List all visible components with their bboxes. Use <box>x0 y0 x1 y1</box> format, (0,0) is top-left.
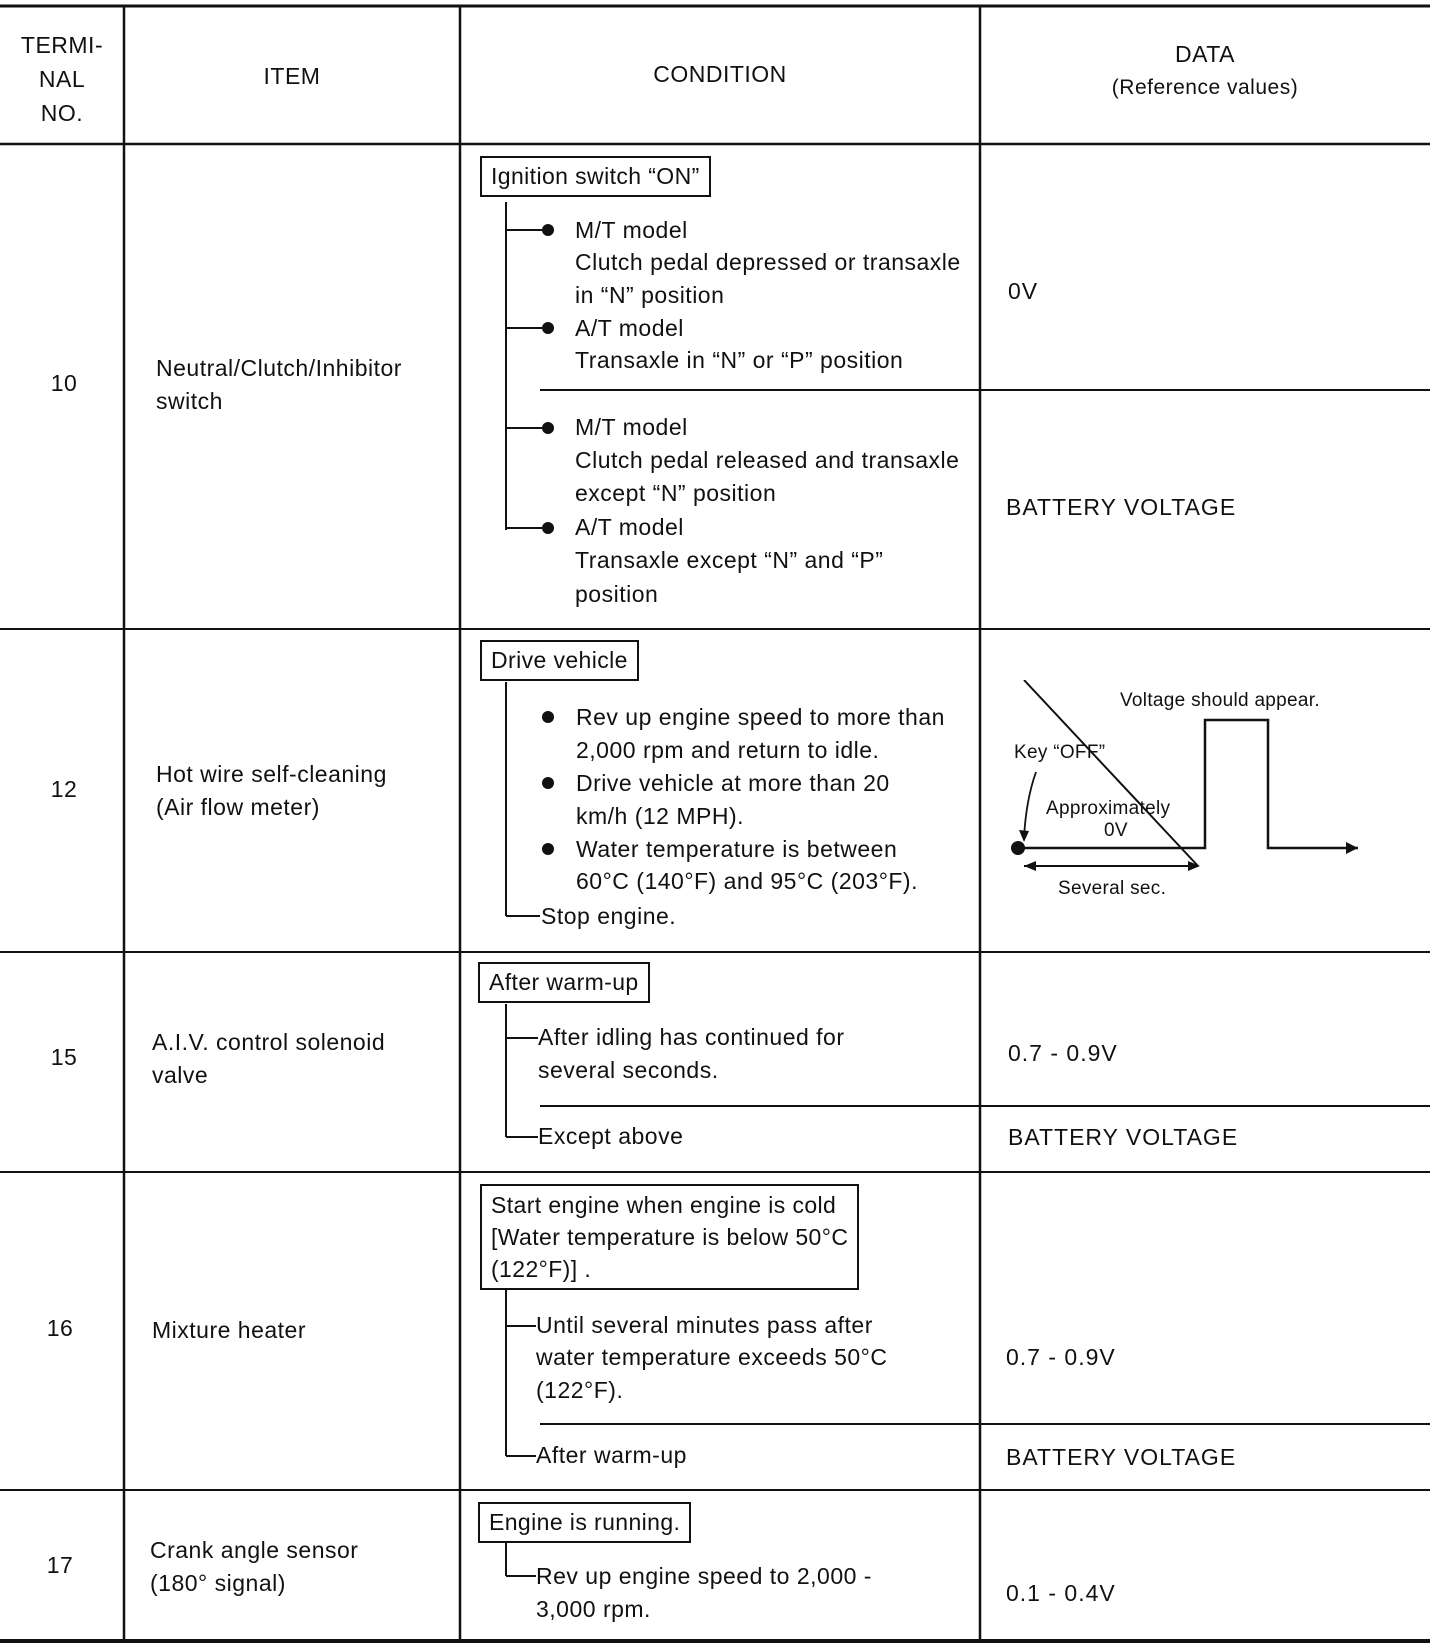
condition-line: Clutch pedal depressed or transaxle <box>575 249 961 275</box>
header-terminal-no <box>0 28 124 130</box>
item-name <box>156 758 387 824</box>
terminal-number: 17 <box>46 1552 74 1578</box>
item-line: Hot wire self-cleaning <box>156 761 387 787</box>
bullet-icon <box>542 843 554 855</box>
bullet-icon <box>542 322 554 334</box>
diagram-approx-label: Approximately <box>1046 798 1171 819</box>
header-data <box>980 38 1430 104</box>
condition-line: position <box>575 581 659 607</box>
condition-line: Except above <box>538 1123 684 1149</box>
item-name <box>156 352 402 418</box>
header-condition: CONDITION <box>653 61 787 87</box>
item-line: A.I.V. control solenoid <box>152 1029 386 1055</box>
bullet-icon <box>542 522 554 534</box>
condition-line: Drive vehicle at more than 20 <box>576 770 890 796</box>
item-line: switch <box>156 388 223 414</box>
diagram-key-label: Key “OFF” <box>1014 742 1106 763</box>
condition-line: (122°F). <box>536 1377 624 1403</box>
condition-line: Clutch pedal released and transaxle <box>575 447 960 473</box>
header-terminal-line: TERMI- <box>20 32 104 58</box>
item-line: (Air flow meter) <box>156 794 320 820</box>
terminal-number: 15 <box>50 1044 78 1070</box>
condition-line: Transaxle in “N” or “P” position <box>575 347 904 373</box>
start-point-dot <box>1011 841 1025 855</box>
condition-line: except “N” position <box>575 480 777 506</box>
condition-line: Transaxle except “N” and “P” <box>575 547 884 573</box>
data-value: 0.1 - 0.4V <box>1006 1580 1116 1606</box>
condition-box <box>480 1184 859 1290</box>
data-value: 0.7 - 0.9V <box>1006 1344 1116 1370</box>
item-line: (180° signal) <box>150 1570 286 1596</box>
bullet-icon <box>542 224 554 236</box>
item-name <box>152 1026 385 1092</box>
bullet-icon <box>542 711 554 723</box>
condition-box-line: (122°F)] . <box>491 1256 592 1282</box>
header-data-title: DATA <box>1175 41 1235 67</box>
condition-box: After warm-up <box>478 962 650 1003</box>
terminal-number: 16 <box>46 1315 74 1341</box>
condition-line: in “N” position <box>575 282 725 308</box>
condition-line: Rev up engine speed to more than <box>576 704 945 730</box>
header-data-subtitle: (Reference values) <box>1111 76 1299 99</box>
condition-line: Stop engine. <box>541 903 677 929</box>
condition-line: 3,000 rpm. <box>536 1596 651 1622</box>
condition-box: Drive vehicle <box>480 640 639 681</box>
condition-line: water temperature exceeds 50°C <box>536 1344 888 1370</box>
data-value: BATTERY VOLTAGE <box>1006 494 1237 520</box>
bullet-icon <box>542 422 554 434</box>
condition-box-line: Start engine when engine is cold <box>491 1192 837 1218</box>
condition-line: 2,000 rpm and return to idle. <box>576 737 880 763</box>
diagram-approx-value: 0V <box>1104 820 1128 841</box>
condition-line: After warm-up <box>536 1442 687 1468</box>
terminal-number: 12 <box>50 776 78 802</box>
condition-line: M/T model <box>575 414 688 440</box>
condition-line: 60°C (140°F) and 95°C (203°F). <box>576 868 918 894</box>
condition-box: Engine is running. <box>478 1502 691 1543</box>
item-name <box>152 1314 306 1347</box>
item-line: Mixture heater <box>152 1317 307 1343</box>
item-name <box>150 1534 358 1600</box>
item-line: valve <box>152 1062 209 1088</box>
diagram-duration-label: Several sec. <box>1058 878 1167 899</box>
condition-line: Rev up engine speed to 2,000 - <box>536 1563 872 1589</box>
condition-line: After idling has continued for <box>538 1024 845 1050</box>
header-terminal-line: NAL <box>38 66 86 92</box>
condition-line: M/T model <box>575 217 688 243</box>
data-value: 0V <box>1008 278 1039 304</box>
condition-line: A/T model <box>575 315 684 341</box>
condition-line: Water temperature is between <box>576 836 898 862</box>
condition-box-line: [Water temperature is below 50°C <box>491 1224 849 1250</box>
diagram-voltage-label: Voltage should appear. <box>1120 690 1320 711</box>
condition-line: km/h (12 MPH). <box>576 803 745 829</box>
voltage-waveform-diagram <box>980 680 1430 910</box>
data-value: BATTERY VOLTAGE <box>1006 1444 1237 1470</box>
condition-line: Until several minutes pass after <box>536 1312 873 1338</box>
item-line: Crank angle sensor <box>150 1537 359 1563</box>
header-terminal-line: NO. <box>40 100 84 126</box>
data-value: BATTERY VOLTAGE <box>1008 1124 1239 1150</box>
bullet-icon <box>542 777 554 789</box>
condition-line: A/T model <box>575 514 684 540</box>
condition-line: several seconds. <box>538 1057 719 1083</box>
condition-box: Ignition switch “ON” <box>480 156 711 197</box>
data-value: 0.7 - 0.9V <box>1008 1040 1118 1066</box>
item-line: Neutral/Clutch/Inhibitor <box>156 355 402 381</box>
terminal-number: 10 <box>50 370 78 396</box>
header-item: ITEM <box>263 63 321 89</box>
